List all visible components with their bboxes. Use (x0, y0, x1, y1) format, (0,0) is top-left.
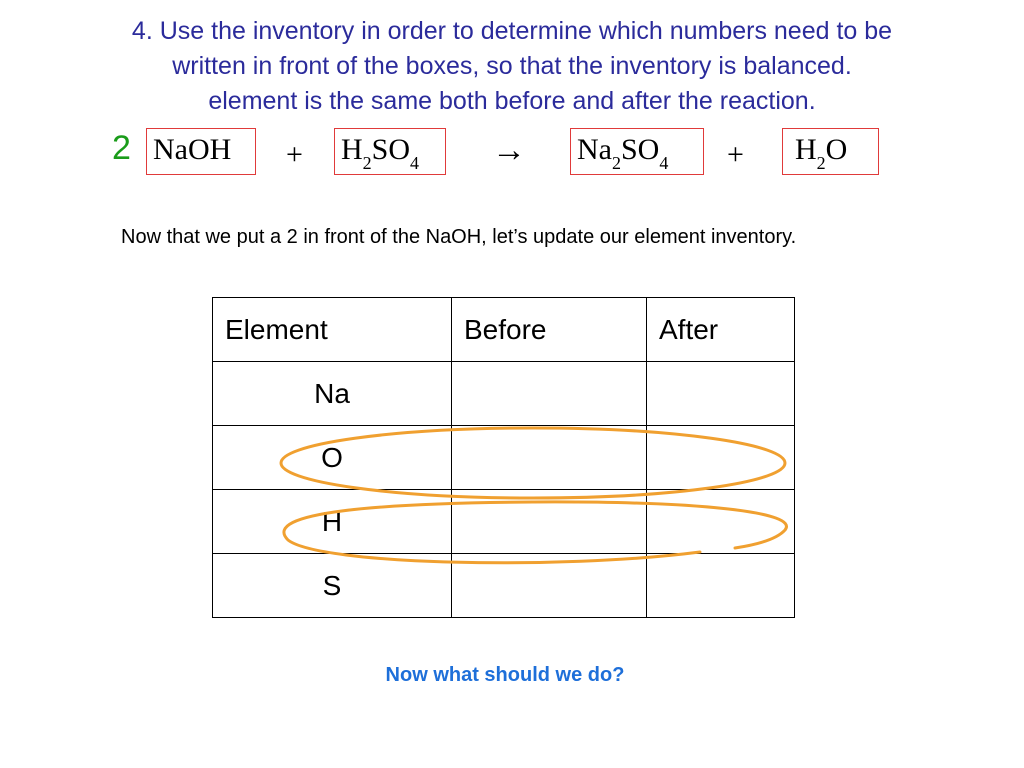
subscript: 2 (611, 153, 621, 173)
subscript: 2 (816, 153, 826, 173)
reactant-naoh-formula: NaOH (153, 133, 232, 166)
plus-sign-products: + (727, 138, 744, 171)
instructions-line-3: element is the same both before and after the reaction. (208, 87, 816, 115)
formula-part: H (795, 133, 817, 166)
next-step-question: Now what should we do? (385, 664, 625, 686)
formula-part: SO (620, 133, 660, 166)
plus-sign-reactants: + (286, 138, 303, 171)
header-element: Element (213, 298, 452, 362)
header-after: After (647, 298, 795, 362)
reaction-arrow: → (492, 132, 526, 169)
formula-part: H (341, 133, 363, 166)
subscript: 2 (362, 153, 372, 173)
element-cell: O (213, 426, 452, 490)
subscript: 4 (659, 153, 669, 173)
naoh-coefficient: 2 (112, 129, 131, 167)
instructions-line-1: 4. Use the inventory in order to determine which numbers need to be (131, 17, 893, 45)
header-before: Before (452, 298, 647, 362)
h-row-highlight-loop (284, 502, 787, 563)
element-cell: Na (213, 362, 452, 426)
o-row-highlight-ellipse (281, 428, 785, 498)
subscript: 4 (410, 153, 420, 173)
element-cell: H (213, 490, 452, 554)
update-inventory-text: Now that we put a 2 in front of the NaOH, let’s update our element inventory. (121, 226, 797, 248)
instructions-line-2: written in front of the boxes, so that the inventory is balanced. (172, 52, 852, 80)
formula-part: Na (577, 133, 612, 166)
element-cell: S (213, 554, 452, 618)
formula-part: SO (371, 133, 411, 166)
formula-part: O (825, 133, 848, 166)
